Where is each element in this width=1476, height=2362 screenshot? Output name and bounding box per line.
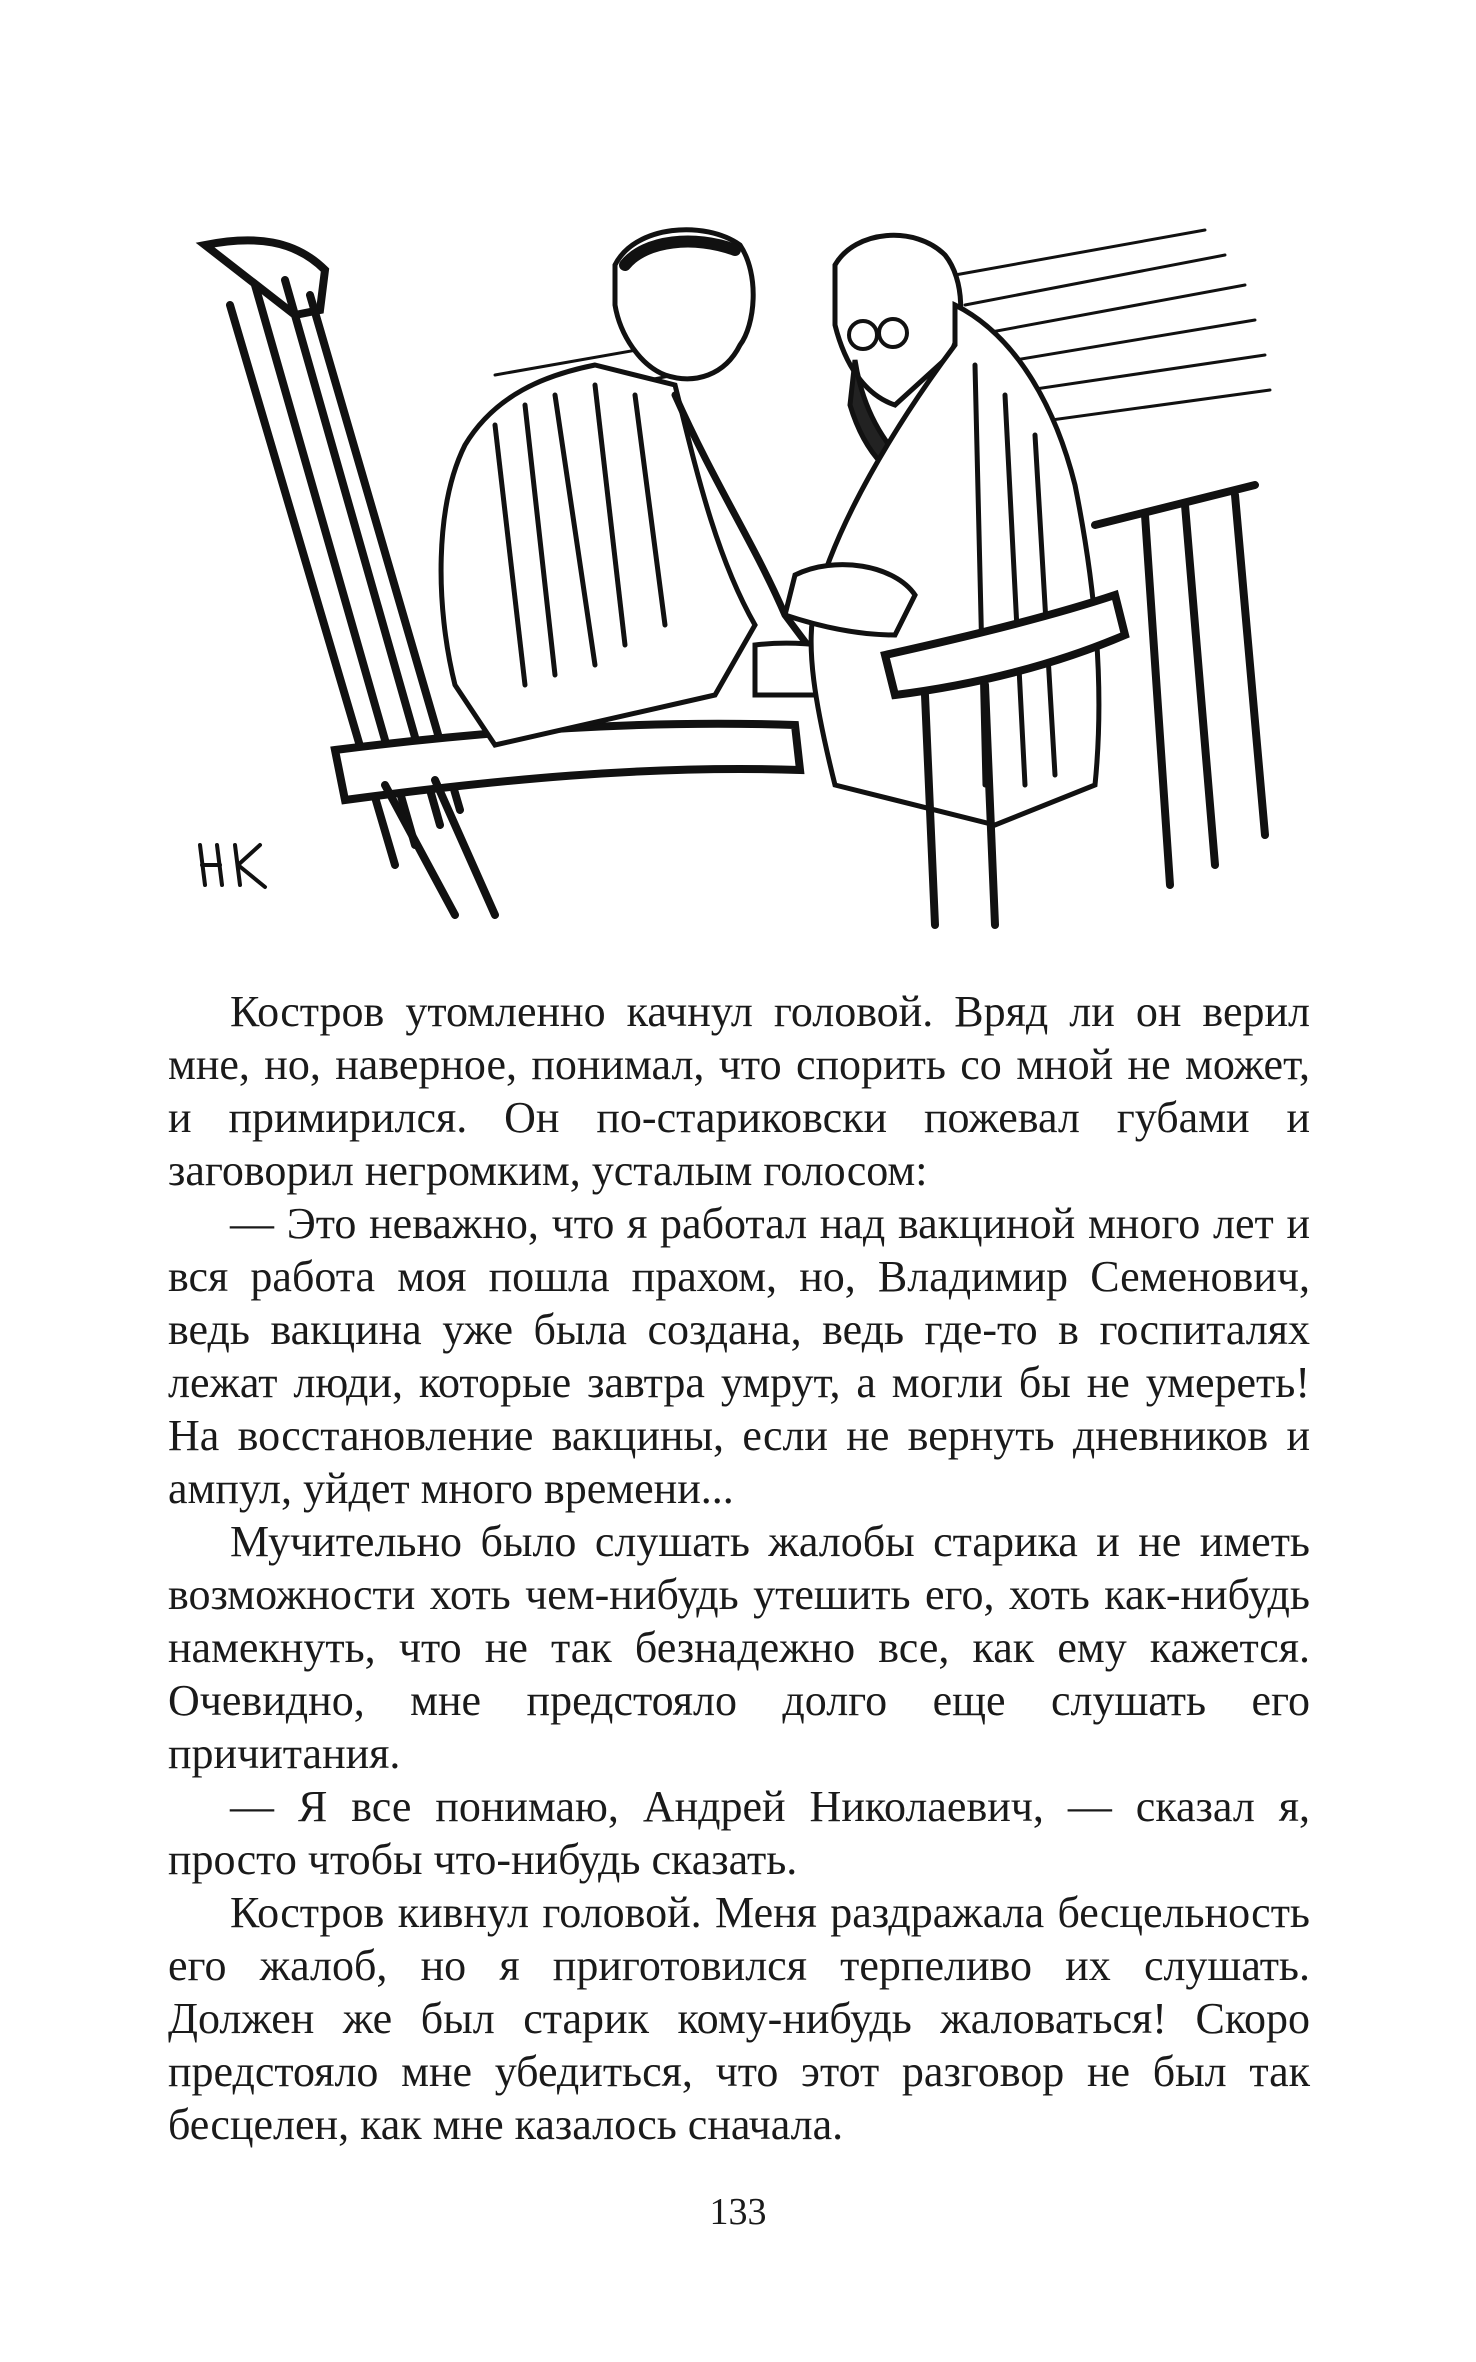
- paragraph-2: — Это неважно, что я работал над вакциной много лет и вся работа моя пошла прахом, но, Владимир Семенович, ведь вакцина уже была создана, ведь где-то в госпиталях лежат люди, которые завтра умрут, а могли бы не умереть! На восстановление вакцины, если не вернуть дневников и ампул, уйдет много времени...: [168, 1199, 1310, 1513]
- paragraph-4: — Я все понимаю, Андрей Николаевич, — сказал я, просто чтобы что-нибудь сказать.: [168, 1782, 1310, 1884]
- paragraph-3: Мучительно было слушать жалобы старика и не иметь возможности хоть чем-нибудь утешить его, хоть как-нибудь намекнуть, что не так безнадежно все, как ему кажется. Очевидно, мне предстояло долго еще слушать его причитания.: [168, 1517, 1310, 1778]
- body-text: [168, 985, 1310, 2151]
- paragraph-1: Костров утомленно качнул головой. Вряд ли он верил мне, но, наверное, понимал, что спорить со мной не может, и примирился. Он по-стариковски пожевал губами и заговорил негромким, усталым голосом:: [168, 987, 1310, 1195]
- old-man-figure: [785, 235, 1099, 825]
- paragraph-5: Костров кивнул головой. Меня раздражала бесцельность его жалоб, но я приготовился терпеливо их слушать. Должен же был старик кому-нибудь жаловаться! Скоро предстояло мне убедиться, что этот разговор не был так бесцелен, как мне казалось сначала.: [168, 1888, 1310, 2149]
- page-number: 133: [709, 2191, 767, 2233]
- illustration: [195, 225, 1280, 935]
- artist-monogram: [200, 845, 265, 887]
